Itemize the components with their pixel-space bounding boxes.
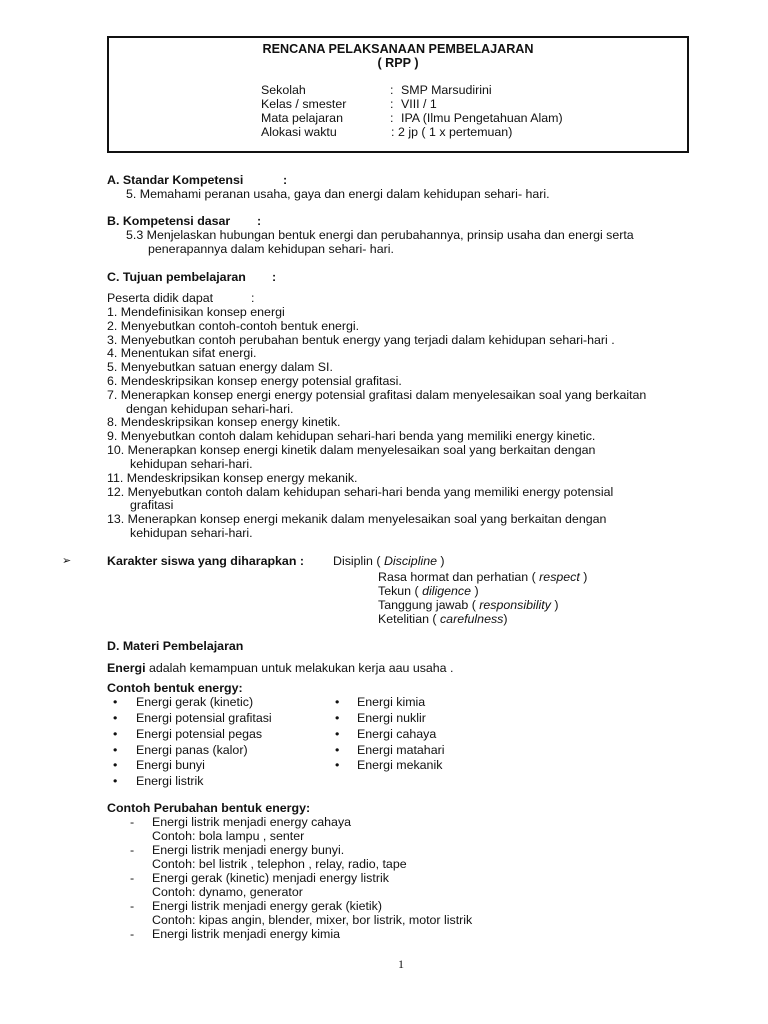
dash-icon: -	[130, 815, 135, 829]
info-value-mapel: IPA (Ilmu Pengetahuan Alam)	[401, 111, 563, 125]
bullet-icon: •	[113, 774, 118, 788]
karakter-item: Rasa hormat dan perhatian ( respect )	[378, 570, 588, 584]
info-label-alokasi: Alokasi waktu	[261, 125, 337, 139]
energy-form-item: Energi bunyi	[136, 758, 205, 772]
objective-item: 11. Mendeskripsikan konsep energy mekanik.	[107, 471, 358, 485]
change-item: Energi listrik menjadi energy bunyi.	[152, 843, 345, 857]
energy-form-item: Energi listrik	[136, 774, 204, 788]
karakter-item: Disiplin ( Discipline )	[333, 554, 445, 568]
bullet-icon: •	[335, 695, 340, 709]
energy-form-item: Energi potensial pegas	[136, 727, 263, 741]
energy-form-item: Energi gerak (kinetic)	[136, 695, 254, 709]
change-item: Energi gerak (kinetic) menjadi energy listrik	[152, 871, 389, 885]
energy-form-item: Energi mekanik	[357, 758, 443, 772]
info-value-kelas: VIII / 1	[401, 97, 437, 111]
dash-icon: -	[130, 899, 135, 913]
objective-item: 8. Mendeskripsikan konsep energy kinetik.	[107, 415, 341, 429]
section-b-heading: B. Kompetensi dasar	[107, 214, 231, 228]
karakter-item: Tanggung jawab ( responsibility )	[378, 598, 559, 612]
objective-item: 3. Menyebutkan contoh perubahan bentuk energy yang terjadi dalam kehidupan sehari-hari .	[107, 333, 615, 347]
energy-form-item: Energi kimia	[357, 695, 426, 709]
objective-item-cont: grafitasi	[130, 498, 174, 512]
change-example: Contoh: bel listrik , telephon , relay, radio, tape	[152, 857, 407, 871]
objective-item-cont: kehidupan sehari-hari.	[130, 457, 253, 471]
objective-item: 9. Menyebutkan contoh dalam kehidupan sehari-hari benda yang memiliki energy kinetic.	[107, 429, 596, 443]
objective-item: 4. Menentukan sifat energi.	[107, 346, 257, 360]
objective-item-cont: kehidupan sehari-hari.	[130, 526, 253, 540]
contoh-bentuk-heading: Contoh bentuk energy:	[107, 681, 243, 695]
dash-icon: -	[130, 843, 135, 857]
document-title: RENCANA PELAKSANAAN PEMBELAJARAN	[262, 42, 534, 56]
bullet-icon: •	[335, 727, 340, 741]
bullet-icon: •	[113, 743, 118, 757]
bullet-icon: •	[113, 711, 118, 725]
section-a-heading: A. Standar Kompetensi	[107, 173, 244, 187]
change-example: Contoh: kipas angin, blender, mixer, bor listrik, motor listrik	[152, 913, 473, 927]
karakter-heading: Karakter siswa yang diharapkan :	[107, 554, 304, 568]
info-sep: :	[390, 83, 394, 97]
document-subtitle: ( RPP )	[377, 56, 419, 70]
objective-item: 2. Menyebutkan contoh-contoh bentuk energi.	[107, 319, 360, 333]
section-c-intro: Peserta didik dapat	[107, 291, 214, 305]
karakter-item: Tekun ( diligence )	[378, 584, 479, 598]
header-box	[107, 36, 689, 153]
objective-item: 7. Menerapkan konsep energi energy potensial grafitasi dalam menyelesaikan soal yang berkaitan	[107, 388, 647, 402]
info-label-kelas: Kelas / smester	[261, 97, 347, 111]
info-sep: :	[391, 125, 395, 139]
info-label-sekolah: Sekolah	[261, 83, 306, 97]
info-sep: :	[390, 97, 394, 111]
change-item: Energi listrik menjadi energy kimia	[152, 927, 340, 941]
section-d-heading: D. Materi Pembelajaran	[107, 639, 244, 653]
objective-item: 12. Menyebutkan contoh dalam kehidupan sehari-hari benda yang memiliki energy potensial	[107, 485, 614, 499]
bullet-icon: •	[335, 711, 340, 725]
objective-item: 13. Menerapkan konsep energi mekanik dalam menyelesaikan soal yang berkaitan dengan	[107, 512, 607, 526]
bullet-icon: •	[113, 695, 118, 709]
section-c-colon: :	[272, 270, 277, 284]
objective-item: 10. Menerapkan konsep energi kinetik dalam menyelesaikan soal yang berkaitan dengan	[107, 443, 596, 457]
section-b-line2: penerapannya dalam kehidupan sehari- hari.	[148, 242, 394, 256]
energy-form-item: Energi cahaya	[357, 727, 437, 741]
change-example: Contoh: bola lampu , senter	[152, 829, 305, 843]
karakter-item: Ketelitian ( carefulness)	[378, 612, 508, 626]
section-a-text: 5. Memahami peranan usaha, gaya dan energi dalam kehidupan sehari- hari.	[126, 187, 550, 201]
objective-item: 5. Menyebutkan satuan energy dalam SI.	[107, 360, 333, 374]
section-b-colon: :	[257, 214, 262, 228]
info-value-alokasi: 2 jp ( 1 x pertemuan)	[398, 125, 513, 139]
info-value-sekolah: SMP Marsudirini	[401, 83, 492, 97]
dash-icon: -	[130, 871, 135, 885]
bullet-icon: •	[335, 758, 340, 772]
bullet-icon: •	[335, 743, 340, 757]
energy-form-item: Energi nuklir	[357, 711, 426, 725]
objective-item-cont: dengan kehidupan sehari-hari.	[126, 402, 294, 416]
energy-form-item: Energi potensial grafitasi	[136, 711, 272, 725]
arrow-bullet-icon: ➢	[62, 555, 72, 567]
objective-item: 6. Mendeskripsikan konsep energy potensial grafitasi.	[107, 374, 402, 388]
dash-icon: -	[130, 927, 135, 941]
change-item: Energi listrik menjadi energy cahaya	[152, 815, 352, 829]
energy-form-item: Energi panas (kalor)	[136, 743, 248, 757]
energi-definition: Energi adalah kemampuan untuk melakukan kerja aau usaha .	[107, 661, 454, 675]
bullet-icon: •	[113, 758, 118, 772]
section-b-line1: 5.3 Menjelaskan hubungan bentuk energi dan perubahannya, prinsip usaha dan energi serta	[126, 228, 634, 242]
info-label-mapel: Mata pelajaran	[261, 111, 343, 125]
bullet-icon: •	[113, 727, 118, 741]
section-c-heading: C. Tujuan pembelajaran	[107, 270, 246, 284]
section-c-intro-colon: :	[251, 291, 255, 305]
change-item: Energi listrik menjadi energy gerak (kietik)	[152, 899, 383, 913]
energy-form-item: Energi matahari	[357, 743, 445, 757]
objective-item: 1. Mendefinisikan konsep energi	[107, 305, 285, 319]
info-sep: :	[390, 111, 394, 125]
contoh-perubahan-heading: Contoh Perubahan bentuk energy:	[107, 801, 311, 815]
section-a-colon: :	[283, 173, 288, 187]
page-number: 1	[398, 957, 404, 971]
change-example: Contoh: dynamo, generator	[152, 885, 303, 899]
